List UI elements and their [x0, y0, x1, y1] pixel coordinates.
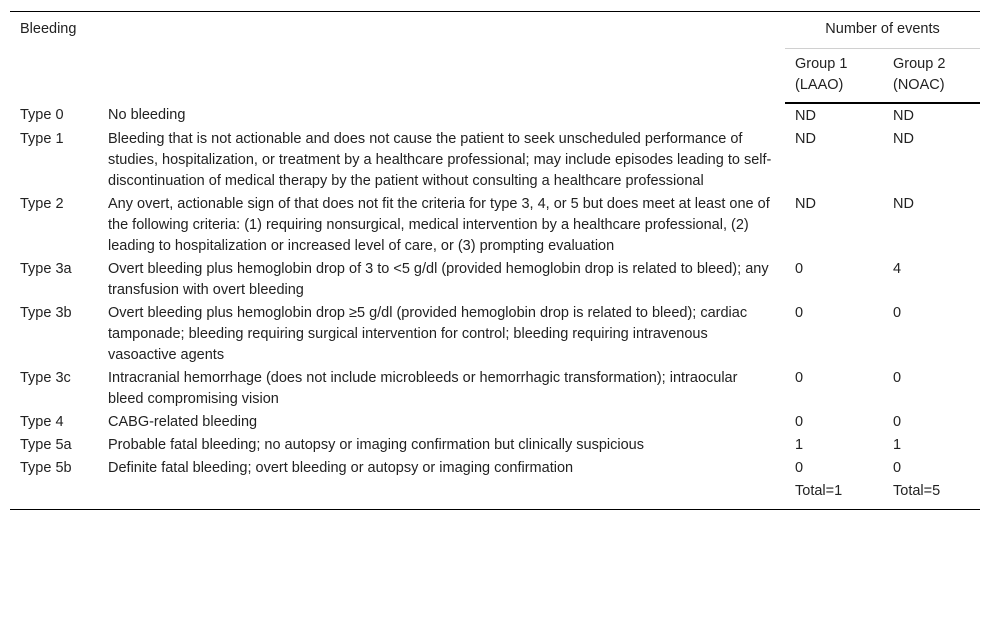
- row-description: Bleeding that is not actionable and does not cause the patient to seek unscheduled performance of studies, hospitalization, or treatment by a healthcare professional; may include episodes leading to self-discontinuation of medical therapy by the patient without consulting a healthcare professional: [108, 131, 772, 189]
- row-group1-value: ND: [795, 108, 816, 124]
- table-row: [10, 128, 980, 193]
- table-row: [10, 193, 980, 258]
- row-type: Type 3c: [20, 370, 71, 386]
- row-type: Type 5a: [20, 437, 72, 453]
- row-description: Intracranial hemorrhage (does not include microbleeds or hemorrhagic transformation); intraocular bleed compromising vision: [108, 370, 738, 407]
- row-group1-value: 0: [795, 414, 804, 430]
- header-bleeding: Bleeding: [20, 21, 77, 37]
- row-description: Definite fatal bleeding; overt bleeding or autopsy or imaging confirmation: [108, 460, 574, 476]
- row-group1-value: ND: [795, 196, 816, 212]
- row-group2-value: 0: [893, 460, 902, 476]
- bleeding-events-table: [10, 11, 980, 510]
- table-row: [10, 411, 980, 434]
- header-number-of-events: Number of events: [785, 12, 980, 49]
- row-group1-value: 0: [795, 460, 804, 476]
- row-type: Type 1: [20, 131, 64, 147]
- row-group1-value: 0: [795, 305, 804, 321]
- totals-empty-cell: [10, 480, 98, 510]
- row-group2-value: ND: [893, 108, 914, 124]
- row-type: Type 0: [20, 107, 64, 123]
- totals-row: [10, 480, 980, 510]
- row-description: CABG-related bleeding: [108, 414, 258, 430]
- row-group2-value: ND: [893, 131, 914, 147]
- total-group2: Total=5: [893, 483, 941, 499]
- row-description: No bleeding: [108, 107, 186, 123]
- total-group1: Total=1: [795, 483, 843, 499]
- row-description: Overt bleeding plus hemoglobin drop ≥5 g/dl (provided hemoglobin drop is related to bleed); cardiac tamponade; bleeding requiring surgical intervention for control; bleeding requiring intravenous vasoactive agents: [108, 305, 748, 363]
- row-group2-value: 1: [893, 437, 902, 453]
- bleeding-events-table-container: [10, 11, 980, 510]
- row-type: Type 3a: [20, 261, 72, 277]
- table-row: [10, 457, 980, 480]
- row-type: Type 2: [20, 196, 64, 212]
- row-group2-value: ND: [893, 196, 914, 212]
- row-description: Any overt, actionable sign of that does not fit the criteria for type 3, 4, or 5 but does meet at least one of the following criteria: (1) requiring nonsurgical, medical intervention by a healthcare professional, (2) leading to hospitalization or increased level of care, or (3) prompting evaluation: [108, 196, 770, 254]
- row-group2-value: 0: [893, 414, 902, 430]
- row-type: Type 3b: [20, 305, 72, 321]
- table-row: [10, 367, 980, 411]
- row-type: Type 4: [20, 414, 64, 430]
- header-group2: Group 2 (NOAC): [883, 49, 980, 104]
- row-group2-value: 0: [893, 305, 902, 321]
- row-group1-value: ND: [795, 131, 816, 147]
- row-group2-value: 4: [893, 261, 902, 277]
- table-row: [10, 103, 980, 128]
- table-row: [10, 302, 980, 367]
- totals-empty-cell: [98, 480, 785, 510]
- table-row: [10, 258, 980, 302]
- row-type: Type 5b: [20, 460, 72, 476]
- row-group2-value: 0: [893, 370, 902, 386]
- row-description: Probable fatal bleeding; no autopsy or imaging confirmation but clinically suspicious: [108, 437, 644, 453]
- table-row: [10, 434, 980, 457]
- row-group1-value: 1: [795, 437, 804, 453]
- row-description: Overt bleeding plus hemoglobin drop of 3 to <5 g/dl (provided hemoglobin drop is related to bleed); any transfusion with overt bleeding: [108, 261, 769, 298]
- row-group1-value: 0: [795, 261, 804, 277]
- row-group1-value: 0: [795, 370, 804, 386]
- header-group1: Group 1 (LAAO): [785, 49, 883, 104]
